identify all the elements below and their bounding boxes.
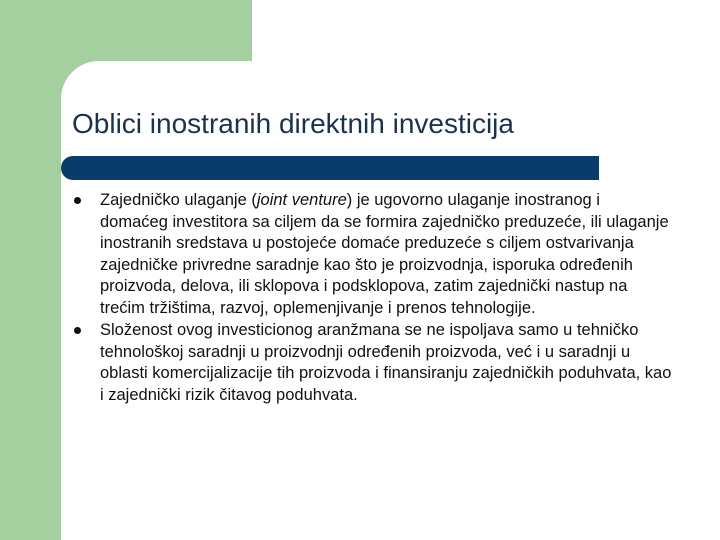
bullet-item-complexity — [72, 320, 672, 406]
bullet-text: Složenost ovog investicionog aranžmana se ne ispoljava samo u tehničko tehnološkoj saradnji u proizvodnji određenih proizvoda, već i u saradnji u oblasti komercijalizacije tih proizvoda i finansiranju zajedničkih poduhvata, kao i zajednički rizik čitavog poduhvata. — [100, 321, 672, 404]
bullet-list — [72, 190, 672, 407]
bullet-item-joint-venture — [72, 190, 672, 319]
bullet-dot-icon — [74, 197, 81, 204]
bullet-dot-icon — [74, 327, 81, 334]
bullet-text-start: Zajedničko ulaganje ( — [100, 191, 257, 209]
decorative-green-sidebar — [0, 0, 61, 540]
bullet-text-italic-term: joint venture — [256, 191, 347, 209]
title-underline-bar — [61, 156, 599, 180]
bullet-text — [100, 190, 672, 319]
slide-title: Oblici inostranih direktnih investicija — [72, 108, 514, 139]
bullet-text-rest: ) je ugovorno ulaganje inostranog i domaćeg investitora sa ciljem da se formira zajedničko preduzeće, ili ulaganje inostranih sredstava u postojeće domaće preduzeće s ciljem ostvarivanja zajedničke privredne saradnje kao što je proizvodnja, isporuka određenih proizvoda, delova, ili sklopova i podsklopova, zatim zajednički nastup na trećim tržištima, razvoj, oplemenjivanje i prenos tehnologije. — [100, 191, 669, 317]
